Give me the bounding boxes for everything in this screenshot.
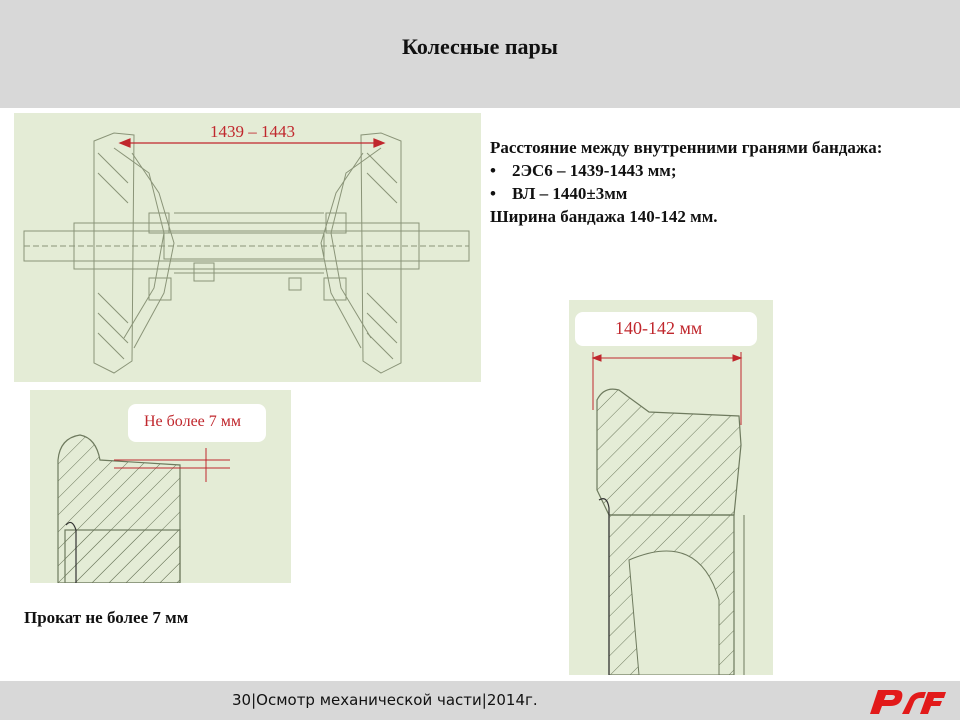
footer-text: 30|Осмотр механической части|2014г. — [232, 691, 538, 709]
page-title: Колесные пары — [402, 34, 558, 59]
description-width: Ширина бандажа 140-142 мм. — [490, 207, 718, 226]
description-list — [490, 159, 930, 205]
description-item: • 2ЭС6 – 1439-1443 мм; — [490, 159, 930, 182]
header-bar — [0, 0, 960, 108]
rzd-logo — [862, 684, 952, 718]
flange-drawing — [30, 390, 291, 583]
axle-dimension-label: 1439 – 1443 — [210, 122, 295, 141]
flange-dimension-label: Не более 7 мм — [144, 413, 242, 430]
header-divider — [0, 108, 960, 110]
tire-dimension-label: 140-142 мм — [615, 318, 703, 338]
wheelset-drawing — [14, 113, 481, 382]
footer-bar — [0, 681, 960, 720]
wear-caption: Прокат не более 7 мм — [24, 608, 189, 627]
description-item: • ВЛ – 1440±3мм — [490, 182, 930, 205]
description-block — [490, 136, 930, 228]
tire-drawing — [569, 300, 773, 675]
description-intro: Расстояние между внутренними гранями бандажа: — [490, 138, 883, 157]
